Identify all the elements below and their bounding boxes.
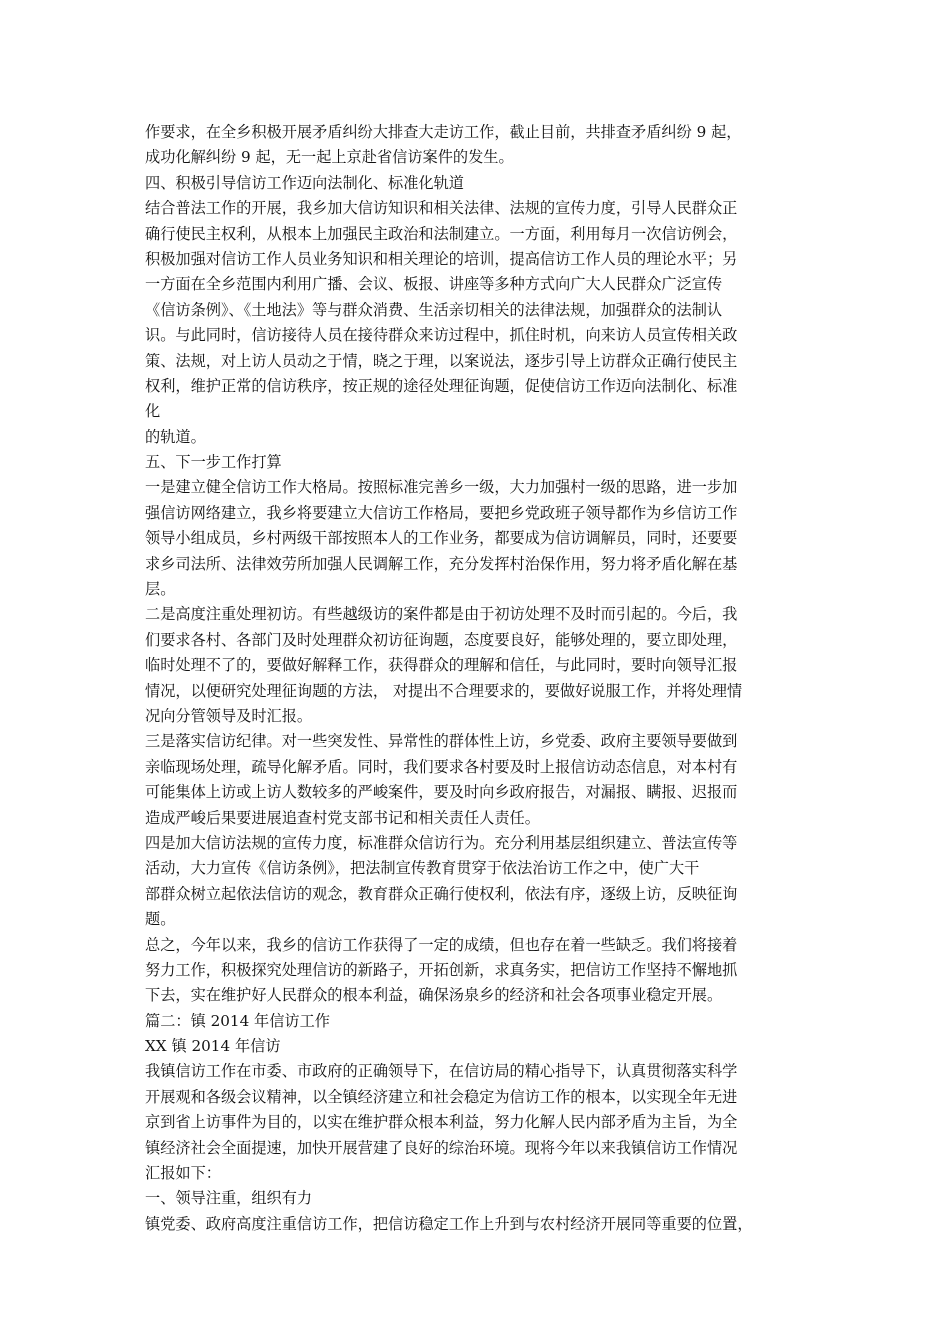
text-line: 强信访网络建立，我乡将要建立大信访工作格局，要把乡党政班子领导都作为乡信访工作 xyxy=(145,503,738,522)
text-line: 活动，大力宣传《信访条例》，把法制宣传教育贯穿于依法治访工作之中，使广大干 xyxy=(145,859,700,878)
text-line: 镇经济社会全面提速，加快开展营建了良好的综治环境。现将今年以来我镇信访工作情况 xyxy=(145,1138,738,1157)
text-line: 四、积极引导信访工作迈向法制化、标准化轨道 xyxy=(145,173,464,192)
text-line: 可能集体上访或上访人数较多的严峻案件，要及时向乡政府报告，对漏报、瞒报、迟报而 xyxy=(145,783,738,802)
text-line: 汇报如下： xyxy=(145,1164,221,1183)
text-line: 我镇信访工作在市委、市政府的正确领导下，在信访局的精心指导下，认真贯彻落实科学 xyxy=(145,1062,738,1081)
text-line: 况向分管领导及时汇报。 xyxy=(145,706,313,725)
text-line: 策、法规，对上访人员动之于情，晓之于理，以案说法，逐步引导上访群众正确行使民主 xyxy=(145,351,738,370)
text-line: XX 镇 2014 年信访 xyxy=(145,1037,281,1056)
text-line: 结合普法工作的开展，我乡加大信访知识和相关法律、法规的宣传力度，引导人民群众正 xyxy=(145,199,738,218)
text-line: 成功化解纠纷 9 起，无一起上京赴省信访案件的发生。 xyxy=(145,148,514,167)
text-line: 《信访条例》、《土地法》等与群众消费、生活亲切相关的法律法规，加强群众的法制认 xyxy=(145,300,723,319)
text-line: 积极加强对信访工作人员业务知识和相关理论的培训，提高信访工作人员的理论水平；另 xyxy=(145,249,738,268)
text-line: 篇二：镇 2014 年信访工作 xyxy=(145,1011,330,1030)
text-line: 化 xyxy=(145,402,161,421)
text-line: 权利，维护正常的信访秩序，按正规的途径处理征询题，促使信访工作迈向法制化、标准 xyxy=(145,376,738,395)
text-line: 四是加大信访法规的宣传力度，标准群众信访行为。充分利用基层组织建立、普法宣传等 xyxy=(145,833,738,852)
text-line: 部群众树立起依法信访的观念，教育群众正确行使权利，依法有序，逐级上访，反映征询 xyxy=(145,884,738,903)
text-line: 五、下一步工作打算 xyxy=(145,453,282,472)
text-line: 造成严峻后果要进展追查村党支部书记和相关责任人责任。 xyxy=(145,808,540,827)
text-line: 二是高度注重处理初访。有些越级访的案件都是由于初访处理不及时而引起的。今后，我 xyxy=(145,605,738,624)
text-line: 领导小组成员，乡村两级干部按照本人的工作业务，都要成为信访调解员，同时，还要要 xyxy=(145,529,738,548)
text-line: 下去，实在维护好人民群众的根本利益，确保汤泉乡的经济和社会各项事业稳定开展。 xyxy=(145,986,723,1005)
text-line: 的轨道。 xyxy=(145,427,206,446)
text-line: 一是建立健全信访工作大格局。按照标准完善乡一级，大力加强村一级的思路，进一步加 xyxy=(145,478,738,497)
text-line: 一方面在全乡范围内利用广播、会议、板报、讲座等多种方式向广大人民群众广泛宣传 xyxy=(145,275,723,294)
text-line: 京到省上访事件为目的，以实在维护群众根本利益，努力化解人民内部矛盾为主旨，为全 xyxy=(145,1113,738,1132)
text-line: 镇党委、政府高度注重信访工作，把信访稳定工作上升到与农村经济开展同等重要的位置， xyxy=(145,1214,753,1233)
text-line: 识。与此同时，信访接待人员在接待群众来访过程中，抓住时机，向来访人员宣传相关政 xyxy=(145,326,738,345)
text-line: 开展观和各级会议精神，以全镇经济建立和社会稳定为信访工作的根本，以实现全年无进 xyxy=(145,1087,738,1106)
text-line: 求乡司法所、法律效劳所加强人民调解工作，充分发挥村治保作用，努力将矛盾化解在基 xyxy=(145,554,738,573)
text-line: 一、领导注重，组织有力 xyxy=(145,1189,313,1208)
text-line: 亲临现场处理，疏导化解矛盾。同时，我们要求各村要及时上报信访动态信息，对本村有 xyxy=(145,757,738,776)
text-line: 三是落实信访纪律。对一些突发性、异常性的群体性上访，乡党委、政府主要领导要做到 xyxy=(145,732,738,751)
text-line: 总之，今年以来，我乡的信访工作获得了一定的成绩，但也存在着一些缺乏。我们将接着 xyxy=(145,935,738,954)
text-line: 们要求各村、各部门及时处理群众初访征询题，态度要良好，能够处理的，要立即处理， xyxy=(145,630,738,649)
text-line: 层。 xyxy=(145,580,176,599)
text-line: 题。 xyxy=(145,910,176,929)
text-line: 确行使民主权利，从根本上加强民主政治和法制建立。一方面，利用每月一次信访例会， xyxy=(145,224,738,243)
text-line: 情况，以便研究处理征询题的方法， 对提出不合理要求的，要做好说服工作，并将处理情 xyxy=(145,681,743,700)
document-page xyxy=(145,120,810,1237)
text-line: 临时处理不了的，要做好解释工作，获得群众的理解和信任，与此同时，要时向领导汇报 xyxy=(145,656,738,675)
text-line: 努力工作，积极探究处理信访的新路子，开拓创新，求真务实，把信访工作坚持不懈地抓 xyxy=(145,960,738,979)
text-line: 作要求，在全乡积极开展矛盾纠纷大排查大走访工作，截止目前，共排查矛盾纠纷 9 起， xyxy=(145,123,742,141)
